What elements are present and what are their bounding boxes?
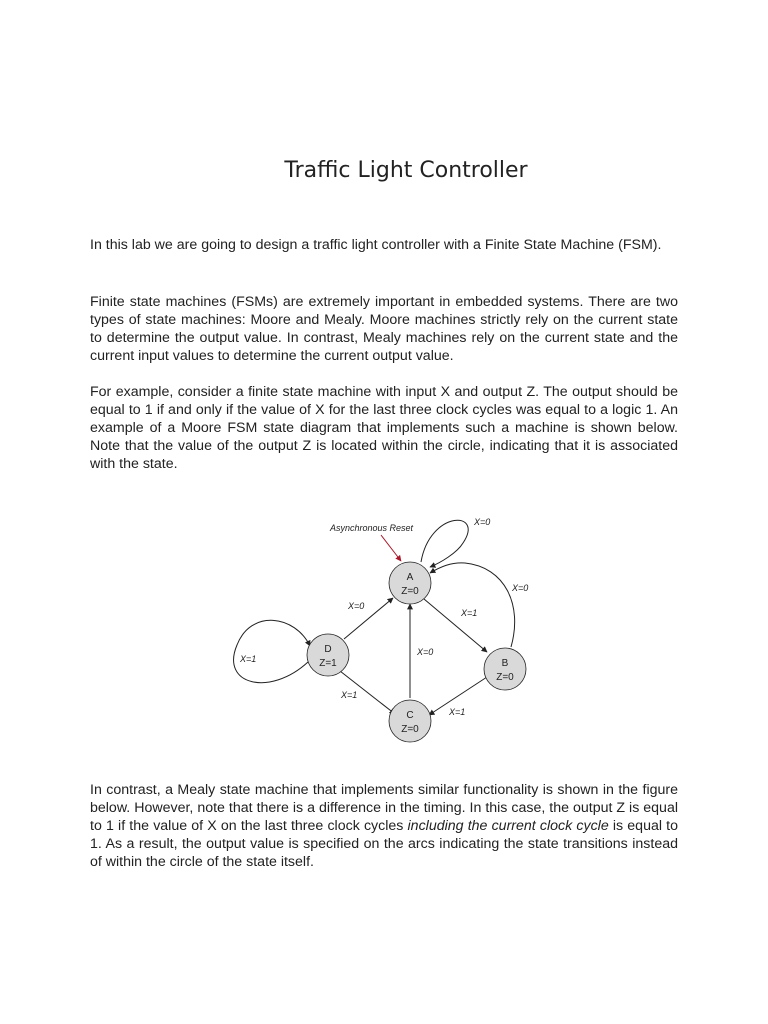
page-title: Traffic Light Controller <box>284 158 528 183</box>
state-d-node <box>307 634 349 676</box>
state-d-output: Z=1 <box>319 658 337 669</box>
intro-paragraph: In this lab we are going to design a traffic light controller with a Finite State Machine (FSM). <box>90 237 662 253</box>
reset-arrow <box>381 535 401 561</box>
mealy-paragraph-part1: In contrast, a Mealy state machine that implements similar functionality is shown in the figure below. However, note that there is a difference in the timing. In this case, the output Z is equal to 1 if the value of X on the last three clock cycles <box>90 782 678 834</box>
label-d-self: X=1 <box>240 654 257 664</box>
label-a-self: X=0 <box>474 517 491 527</box>
state-c-name: C <box>406 710 414 721</box>
state-b-node <box>484 648 526 690</box>
state-c-output: Z=0 <box>401 724 419 735</box>
state-a-name: A <box>406 572 414 583</box>
label-a-to-b: X=1 <box>461 608 478 618</box>
state-b-name: B <box>501 658 509 669</box>
state-c-node <box>389 700 431 742</box>
label-b-to-a: X=0 <box>512 583 529 593</box>
mealy-paragraph <box>90 781 678 871</box>
label-d-to-c: X=1 <box>341 690 358 700</box>
moore-state-diagram <box>225 505 535 755</box>
state-a-output: Z=0 <box>401 586 419 597</box>
arc-a-self <box>421 520 468 567</box>
state-b-output: Z=0 <box>496 672 514 683</box>
label-c-to-a: X=0 <box>417 647 434 657</box>
state-d-name: D <box>324 644 332 655</box>
arc-b-to-a <box>430 563 515 647</box>
label-b-to-c: X=1 <box>449 707 466 717</box>
state-a-node <box>389 562 431 604</box>
label-d-to-a: X=0 <box>348 601 365 611</box>
fsm-types-paragraph: Finite state machines (FSMs) are extremely important in embedded systems. There are two types of state machines: Moore and Mealy. Moore machines strictly rely on the current state to determine the output value. In contrast, Mealy machines rely on the current state and the current input values to determine the current output value. <box>90 294 678 364</box>
reset-label: Asynchronous Reset <box>330 523 414 533</box>
arc-a-to-b <box>424 599 487 652</box>
arc-d-self <box>234 620 310 682</box>
moore-example-paragraph: For example, consider a finite state machine with input X and output Z. The output should be equal to 1 if and only if the value of X for the last three clock cycles was equal to a logic 1. An example of a Moore FSM state diagram that implements such a machine is shown below. Note that the value of the output Z is located within the circle, indicating that it is associated with the state. <box>90 384 678 472</box>
mealy-paragraph-emphasis: including the current clock cycle <box>407 818 609 834</box>
mealy-paragraph-part2: is equal to 1. As a result, the output value is specified on the arcs indicating the state transitions instead of within the circle of the state itself. <box>90 818 678 870</box>
